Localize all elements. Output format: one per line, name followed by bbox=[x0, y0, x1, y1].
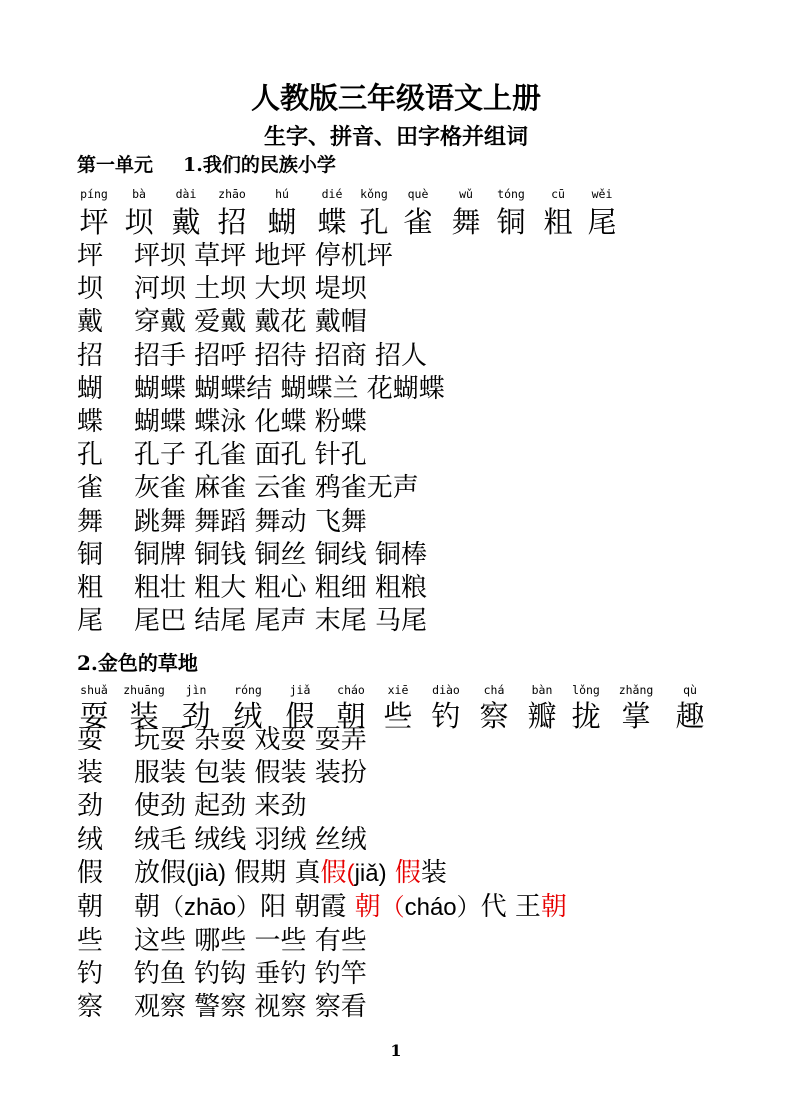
word-line-words: 服装 包装 假装 装扮 bbox=[134, 758, 367, 789]
pinyin-syllable: róng bbox=[234, 683, 262, 697]
pinyin-syllable: zhǎng bbox=[618, 683, 654, 697]
word-line-words: 铜牌 铜钱 铜丝 铜线 铜棒 bbox=[134, 539, 428, 570]
pinyin-syllable: qù bbox=[683, 683, 697, 697]
new-character: 尾 bbox=[587, 205, 617, 239]
word-line-words: 玩耍 杂耍 戏耍 耍弄 bbox=[134, 725, 367, 755]
word: 放假 bbox=[134, 858, 187, 888]
pinyin-syllable: què bbox=[407, 187, 429, 201]
new-character: 察 bbox=[479, 699, 509, 733]
pinyin-annotation: (jià) bbox=[186, 860, 227, 887]
word: 假期 真 bbox=[226, 858, 321, 888]
new-character: 瓣 bbox=[527, 699, 557, 733]
new-character: 蝴 bbox=[267, 205, 297, 239]
new-character: 劲 bbox=[181, 699, 211, 733]
pinyin-syllable: chá bbox=[483, 683, 505, 697]
pinyin-syllable: zhuāng bbox=[123, 683, 165, 697]
lesson1-title: 1.我们的民族小学 bbox=[183, 154, 336, 176]
word-line-words: 穿戴 爱戴 戴花 戴帽 bbox=[134, 307, 367, 338]
pinyin-syllable: kǒng bbox=[360, 187, 388, 201]
pinyin-syllable: diào bbox=[432, 683, 460, 697]
lesson2-title: 2.金色的草地 bbox=[77, 651, 198, 675]
word-line-words: 粗壮 粗大 粗心 粗细 粗粮 bbox=[134, 573, 428, 603]
word-line-char: 雀 bbox=[77, 473, 104, 504]
pinyin-syllable: cháo bbox=[337, 683, 365, 697]
new-character: 招 bbox=[217, 205, 247, 239]
word-line-char: 劲 bbox=[77, 791, 104, 822]
new-character: 铜 bbox=[496, 205, 526, 239]
highlight-char: 假 bbox=[394, 858, 421, 888]
new-character: 些 bbox=[383, 699, 413, 733]
word: 装 bbox=[420, 858, 447, 888]
word: 阳 朝霞 bbox=[260, 892, 355, 922]
document-title: 人教版三年级语文上册 bbox=[250, 81, 541, 115]
word-line-words: 坪坝 草坪 地坪 停机坪 bbox=[134, 241, 393, 271]
word: 代 王 bbox=[480, 892, 541, 922]
unit-label: 第一单元 bbox=[77, 154, 154, 176]
new-character: 舞 bbox=[451, 205, 481, 239]
word-line-char: 舞 bbox=[77, 506, 104, 537]
pinyin-syllable: jiǎ bbox=[289, 683, 311, 697]
new-character: 拢 bbox=[571, 699, 601, 733]
new-character: 孔 bbox=[359, 205, 389, 239]
word-line-char: 蝶 bbox=[77, 407, 104, 437]
pinyin-syllable: dié bbox=[321, 187, 343, 201]
word-line-char: 耍 bbox=[77, 725, 104, 755]
new-character: 假 bbox=[285, 699, 315, 733]
new-character: 装 bbox=[129, 699, 159, 733]
pinyin-syllable: píng bbox=[80, 187, 108, 201]
new-character: 坪 bbox=[79, 205, 109, 239]
pinyin-annotation: ( bbox=[346, 860, 355, 887]
pinyin-syllable: bàn bbox=[531, 683, 553, 697]
new-character: 坝 bbox=[124, 205, 154, 239]
word-line-words bbox=[134, 857, 447, 890]
word-line-words: 孔子 孔雀 面孔 针孔 bbox=[134, 440, 367, 471]
new-character: 雀 bbox=[403, 205, 433, 239]
pinyin-syllable: zhāo bbox=[218, 187, 246, 201]
word-line-char: 些 bbox=[77, 926, 104, 956]
word-line-words: 河坝 土坝 大坝 堤坝 bbox=[134, 274, 367, 305]
highlight-char: 朝 bbox=[354, 892, 381, 922]
word-line-char: 察 bbox=[77, 992, 104, 1023]
word-line-words: 招手 招呼 招待 招商 招人 bbox=[134, 340, 428, 371]
word-line-char: 铜 bbox=[77, 539, 104, 570]
word-line-words: 观察 警察 视察 察看 bbox=[134, 992, 367, 1023]
word bbox=[387, 858, 395, 888]
pinyin-annotation: （zhāo） bbox=[160, 894, 261, 921]
pinyin-syllable: bà bbox=[132, 187, 146, 201]
pinyin-syllable: cū bbox=[551, 187, 565, 201]
word-line-char: 朝 bbox=[77, 892, 104, 922]
word-line-char: 粗 bbox=[77, 573, 104, 603]
pinyin-syllable: lǒng bbox=[572, 683, 600, 697]
unit-heading bbox=[77, 150, 336, 177]
page-number: 1 bbox=[390, 1041, 402, 1060]
pinyin-syllable: jìn bbox=[185, 683, 207, 697]
word-line-words: 蝴蝶 蝴蝶结 蝴蝶兰 花蝴蝶 bbox=[134, 373, 445, 404]
word-line-char: 蝴 bbox=[77, 373, 104, 404]
word-line-words: 灰雀 麻雀 云雀 鸦雀无声 bbox=[134, 473, 419, 504]
word-line-words: 尾巴 结尾 尾声 末尾 马尾 bbox=[134, 606, 428, 637]
word-line-words: 跳舞 舞蹈 舞动 飞舞 bbox=[134, 506, 367, 537]
pinyin-syllable: tóng bbox=[497, 187, 525, 201]
highlight-char: 朝 bbox=[540, 892, 567, 922]
word-line-char: 绒 bbox=[77, 824, 104, 855]
new-character: 戴 bbox=[171, 205, 201, 239]
word-line-char: 坝 bbox=[77, 274, 104, 305]
pinyin-syllable: wǔ bbox=[459, 187, 473, 201]
pinyin-syllable: dài bbox=[175, 187, 197, 201]
new-character: 朝 bbox=[336, 699, 366, 733]
word-line-char: 戴 bbox=[77, 307, 104, 338]
word-line-words: 钓鱼 钓钩 垂钓 钓竿 bbox=[134, 959, 367, 990]
word-line-words: 绒毛 绒线 羽绒 丝绒 bbox=[134, 824, 367, 855]
new-character: 趣 bbox=[675, 699, 705, 733]
new-character: 粗 bbox=[543, 205, 573, 239]
new-character: 耍 bbox=[79, 699, 109, 733]
pinyin-syllable: shuǎ bbox=[80, 683, 108, 697]
new-character: 蝶 bbox=[317, 205, 347, 239]
pinyin-annotation: （ bbox=[380, 894, 405, 921]
pinyin-annotation: jiǎ) bbox=[354, 860, 387, 887]
new-character: 掌 bbox=[621, 699, 651, 733]
word-line-char: 尾 bbox=[77, 606, 104, 637]
pinyin-syllable: xiē bbox=[387, 683, 409, 697]
pinyin-syllable: hú bbox=[275, 187, 289, 201]
new-character: 绒 bbox=[233, 699, 263, 733]
word-line-char: 孔 bbox=[77, 440, 104, 471]
word-line-char: 招 bbox=[77, 340, 104, 371]
word-line-char: 坪 bbox=[77, 241, 104, 271]
word-line-words: 使劲 起劲 来劲 bbox=[134, 791, 307, 822]
highlight-char: 假 bbox=[320, 858, 347, 888]
word-line-char: 假 bbox=[77, 858, 104, 888]
new-character: 钓 bbox=[431, 699, 461, 733]
word-line-words: 蝴蝶 蝶泳 化蝶 粉蝶 bbox=[134, 407, 367, 437]
word-line-char: 装 bbox=[77, 758, 104, 789]
word: 朝 bbox=[134, 892, 161, 922]
word-line-words: 这些 哪些 一些 有些 bbox=[134, 926, 367, 956]
pinyin-annotation: cháo） bbox=[404, 894, 481, 921]
word-line-words bbox=[134, 891, 567, 924]
pinyin-syllable: wěi bbox=[591, 187, 613, 201]
word-line-char: 钓 bbox=[77, 959, 104, 990]
document-subtitle: 生字、拼音、田字格并组词 bbox=[263, 124, 528, 150]
